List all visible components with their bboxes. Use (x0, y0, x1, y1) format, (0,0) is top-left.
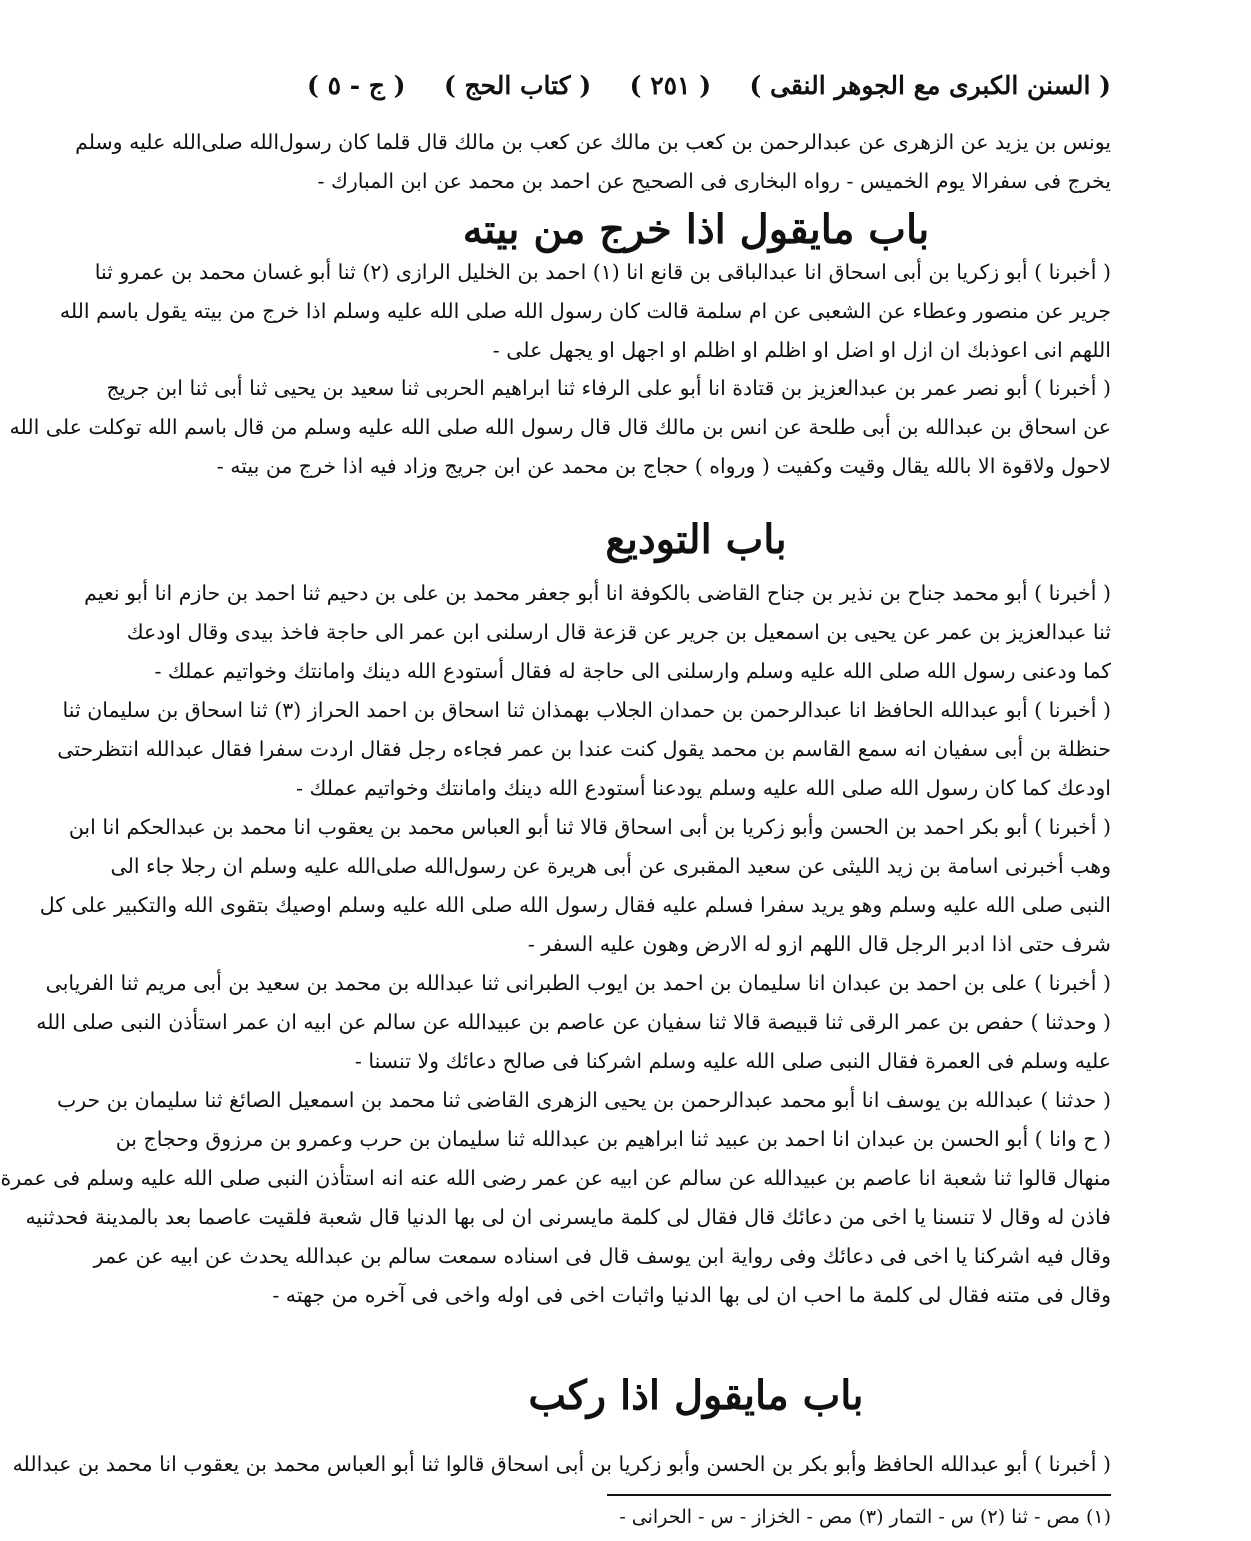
text-line: حنظلة بن أبى سفيان انه سمع القاسم بن محمد يقول كنت عندا بن عمر فجاءه رجل فقال اردت سفرا فقال عبدالله انتظرحتى (57, 737, 1111, 761)
text-line: كما ودعنى رسول الله صلى الله عليه وسلم وارسلنى الى حاجة له فقال أستودع الله دينك وامانتك وخواتيم عملك - (154, 659, 1111, 683)
text-line: اللهم انى اعوذبك ان ازل او اضل او اظلم او اظلم او اجهل او يجهل على - (492, 338, 1111, 362)
text-line: وقال فى متنه فقال لى كلمة ما احب ان لى بها الدنيا واثبات اخى فى اوله واخى فى آخره من جهته - (272, 1283, 1111, 1307)
text-line: ( أخبرنا ) أبو عبدالله الحافظ وأبو بكر بن الحسن وأبو زكريا بن أبى اسحاق قالوا ثنا أبو العباس محمد بن يعقوب انا محمد بن عبدالله (12, 1452, 1111, 1476)
page-header (307, 62, 1111, 108)
text-line: لاحول ولاقوة الا بالله يقال وقيت وكفيت ( ورواه ) حجاج بن محمد عن ابن جريج وزاد فيه اذا خرج من بيته - (216, 454, 1111, 478)
text-line: ( أخبرنا ) أبو زكريا بن أبى اسحاق انا عبدالباقى بن قانع انا (١) احمد بن الخليل الرازى (٢) ثنا أبو غسان محمد بن عمرو ثنا (94, 260, 1111, 284)
text-line: وقال فيه اشركنا يا اخى فى دعائك وفى رواية ابن يوسف قال فى اسناده سمعت سالم بن عبدالله يحدث عن ابيه عن عمر (93, 1244, 1111, 1268)
text-line: شرف حتى اذا ادبر الرجل قال اللهم ازو له الارض وهون عليه السفر - (527, 932, 1111, 956)
text-line: ( أخبرنا ) أبو محمد جناح بن نذير بن جناح القاضى بالكوفة انا أبو جعفر محمد بن على بن دحيم ثنا احمد بن حازم انا أبو نعيم (84, 581, 1111, 605)
section-heading: باب مايقول اذا ركب (528, 1372, 864, 1419)
text-line: ثنا عبدالعزيز بن عمر عن يحيى بن اسمعيل بن جرير عن قزعة قال ارسلنى ابن عمر الى حاجة فاخذ بيدى وقال اودعك (126, 620, 1111, 644)
text-line: يخرج فى سفرالا يوم الخميس - رواه البخارى فى الصحيح عن احمد بن محمد عن ابن المبارك - (317, 169, 1111, 193)
text-line: ( أخبرنا ) أبو بكر احمد بن الحسن وأبو زكريا بن أبى اسحاق قالا ثنا أبو العباس محمد بن يعقوب انا محمد بن عبدالحكم انا ابن (68, 815, 1111, 839)
text-line: وهب أخبرنى اسامة بن زيد الليثى عن سعيد المقبرى عن أبى هريرة عن رسول‌الله صلى‌الله عليه وسلم ان رجلا جاء الى (110, 854, 1111, 878)
footnote-separator (607, 1494, 1111, 1496)
text-line: ( أخبرنا ) أبو نصر عمر بن عبدالعزيز بن قتادة انا أبو على الرفاء ثنا ابراهيم الحربى ثنا سعيد بن يحيى ثنا أبى ثنا ابن جريج (106, 376, 1111, 400)
book-title: ( السنن الكبرى مع الجوهر النقى ) (749, 70, 1111, 100)
text-line: جرير عن منصور وعطاء عن الشعبى عن ام سلمة قالت كان رسول الله صلى الله عليه وسلم اذا خرج من بيته يقول باسم الله (59, 299, 1111, 323)
text-line: عن اسحاق بن عبدالله بن أبى طلحة عن انس بن مالك قال قال رسول الله صلى الله عليه وسلم من قال باسم الله توكلت على الله (9, 415, 1111, 439)
volume-number: ( ج - ٥ ) (307, 70, 406, 100)
section-heading: باب مايقول اذا خرج من بيته (462, 206, 930, 253)
text-line: ( ح وانا ) أبو الحسن بن عبدان انا احمد بن عبيد ثنا ابراهيم بن عبدالله ثنا سليمان بن حرب وعمرو بن مرزوق وحجاج بن (115, 1127, 1111, 1151)
chapter-title: ( كتاب الحج ) (443, 70, 592, 100)
text-line: عليه وسلم فى العمرة فقال النبى صلى الله عليه وسلم اشركنا فى صالح دعائك ولا تنسنا - (354, 1049, 1111, 1073)
text-line: ( أخبرنا ) أبو عبدالله الحافظ انا عبدالرحمن بن حمدان الجلاب بهمذان ثنا اسحاق بن احمد الحراز (٣) ثنا اسحاق بن سليمان ثنا (62, 698, 1111, 722)
section-heading: باب التوديع (605, 516, 787, 563)
text-line: ( حدثنا ) عبدالله بن يوسف انا أبو محمد عبدالرحمن بن يحيى الزهرى القاضى ثنا محمد بن اسمعيل الصائغ ثنا سليمان بن حرب (56, 1088, 1111, 1112)
text-line: ( وحدثنا ) حفص بن عمر الرقى ثنا قبيصة قالا ثنا سفيان عن عاصم بن عبيدالله عن سالم عن ابيه ان عمر استأذن النبى صلى الله (36, 1010, 1111, 1034)
page-number: ( ٢٥١ ) (629, 70, 712, 100)
footnotes: (١) مص - ثنا (٢) س - التمار (٣) مص - الخزاز - س - الحرانى - (619, 1506, 1111, 1528)
text-line: ( أخبرنا ) على بن احمد بن عبدان انا سليمان بن احمد بن ايوب الطبرانى ثنا عبدالله بن محمد بن سعيد بن أبى مريم ثنا الفريابى (45, 971, 1111, 995)
text-line: منهال قالوا ثنا شعبة انا عاصم بن عبيدالله عن سالم عن ابيه عن عمر رضى الله عنه انه استأذن النبى صلى الله عليه وسلم فى عمرة (0, 1166, 1111, 1190)
text-line: فاذن له وقال لا تنسنا يا اخى من دعائك قال فقال لى كلمة مايسرنى ان لى بها الدنيا قال شعبة فلقيت عاصما بعد بالمدينة فحدثنيه (25, 1205, 1111, 1229)
text-line: النبى صلى الله عليه وسلم وهو يريد سفرا فسلم عليه فقال رسول الله صلى الله عليه وسلم اوصيك بتقوى الله والتكبير على كل (39, 893, 1111, 917)
text-line: اودعك كما كان رسول الله صلى الله عليه وسلم يودعنا أستودع الله دينك وامانتك وخواتيم عملك - (296, 776, 1111, 800)
text-line: يونس بن يزيد عن الزهرى عن عبدالرحمن بن كعب بن مالك عن كعب بن مالك قال قلما كان رسول‌الله صلى‌الله عليه وسلم (75, 130, 1111, 154)
